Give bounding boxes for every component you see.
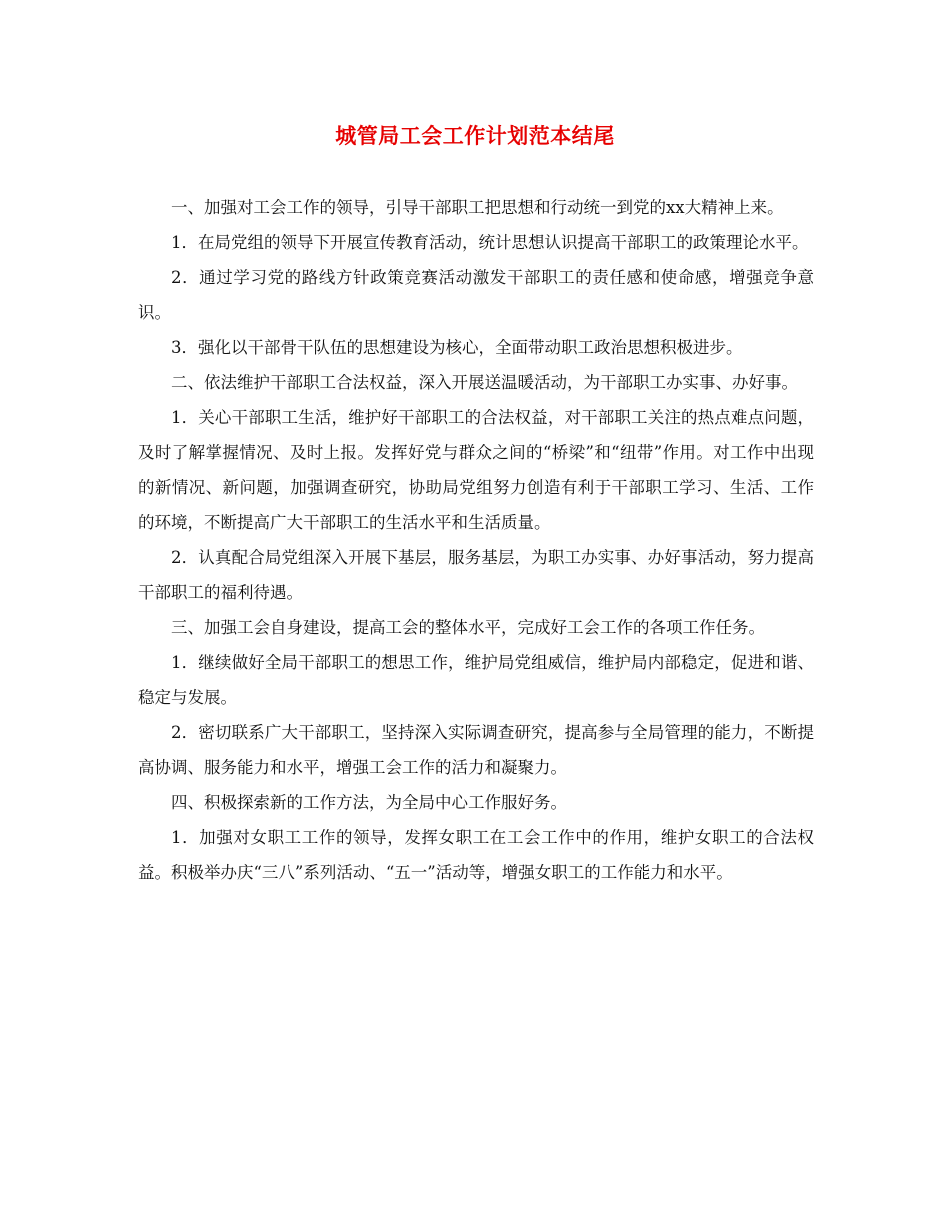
paragraph: 四、积极探索新的工作方法，为全局中心工作服好务。 xyxy=(171,793,567,812)
paragraph: 2．认真配合局党组深入开展下基层，服务基层，为职工办实事、办好事活动，努力提高干部职工的福利待遇。 xyxy=(138,548,814,602)
document-body xyxy=(138,190,814,890)
paragraph: 2．密切联系广大干部职工，坚持深入实际调查研究，提高参与全局管理的能力，不断提高协调、服务能力和水平，增强工会工作的活力和凝聚力。 xyxy=(138,723,814,777)
document-title: 城管局工会工作计划范本结尾 xyxy=(335,123,615,148)
paragraph: 二、依法维护干部职工合法权益，深入开展送温暖活动，为干部职工办实事、办好事。 xyxy=(171,373,798,392)
paragraph: 1．继续做好全局干部职工的想思工作，维护局党组威信，维护局内部稳定，促进和谐、稳定与发展。 xyxy=(138,653,814,707)
paragraph: 2．通过学习党的路线方针政策竞赛活动激发干部职工的责任感和使命感，增强竞争意识。 xyxy=(138,268,814,322)
paragraph: 1．关心干部职工生活，维护好干部职工的合法权益，对干部职工关注的热点难点问题，及时了解掌握情况、及时上报。发挥好党与群众之间的“桥梁”和“纽带”作用。对工作中出现的新情况、新问题，加强调查研究，协助局党组努力创造有利于干部职工学习、生活、工作的环境，不断提高广大干部职工的生活水平和生活质量。 xyxy=(138,408,814,532)
paragraph: 3．强化以干部骨干队伍的思想建设为核心，全面带动职工政治思想积极进步。 xyxy=(171,338,743,357)
paragraph: 1．在局党组的领导下开展宣传教育活动，统计思想认识提高干部职工的政策理论水平。 xyxy=(171,233,809,252)
paragraph: 一、加强对工会工作的领导，引导干部职工把思想和行动统一到党的xx大精神上来。 xyxy=(171,198,784,217)
paragraph: 三、加强工会自身建设，提高工会的整体水平，完成好工会工作的各项工作任务。 xyxy=(171,618,765,637)
paragraph: 1．加强对女职工工作的领导，发挥女职工在工会工作中的作用，维护女职工的合法权益。积极举办庆“三八”系列活动、“五一”活动等，增强女职工的工作能力和水平。 xyxy=(138,828,814,882)
